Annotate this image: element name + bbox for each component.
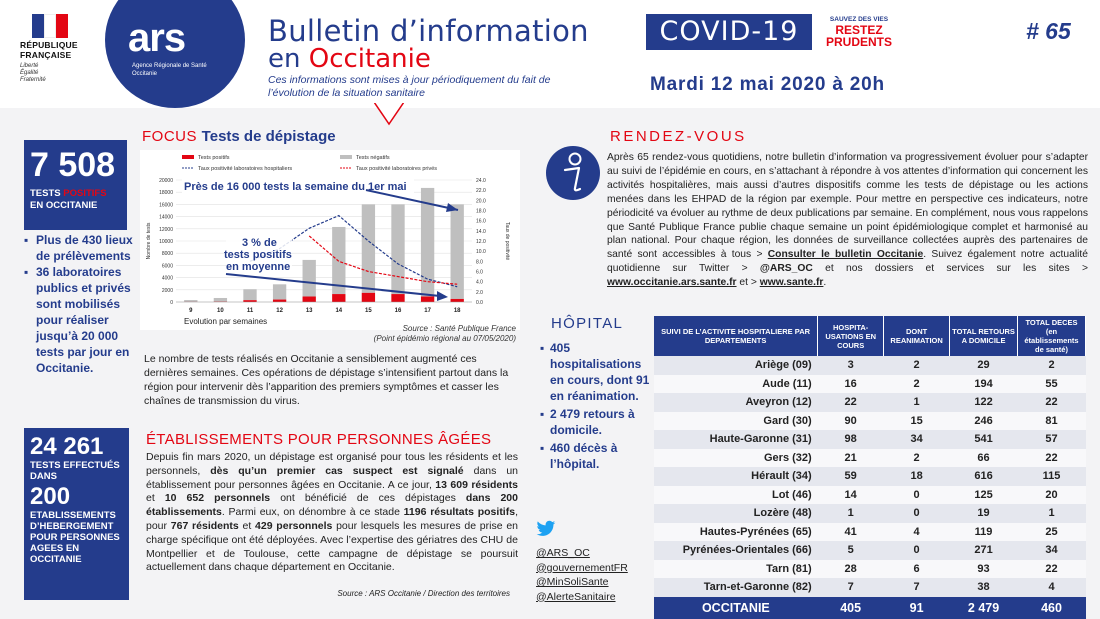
- value-cell: 119: [950, 523, 1018, 542]
- republique-francaise-logo: [18, 10, 108, 102]
- bar-tests-positifs: [451, 299, 464, 302]
- motto-fraternite: Fraternité: [20, 77, 46, 83]
- value-cell: 57: [1018, 430, 1086, 449]
- kpi-value-etablissements: 200: [30, 483, 71, 510]
- value-cell: 2: [884, 375, 950, 394]
- department-cell: Aveyron (12): [654, 393, 818, 412]
- value-cell: 14: [818, 486, 884, 505]
- value-cell: 66: [950, 449, 1018, 468]
- x-tick-label: 11: [246, 308, 254, 314]
- text-run: Depuis fin mars 2020, un dépistage est organisé pour tous les résidents et les personnels,: [146, 451, 518, 477]
- table-total-row: [654, 597, 1086, 619]
- bar-tests-negatifs: [273, 284, 286, 299]
- department-cell: Tarn-et-Garonne (82): [654, 578, 818, 597]
- title-region: Occitanie: [308, 44, 431, 74]
- column-header: DONT REANIMATION: [884, 316, 950, 356]
- ars-logo-subtitle: Agence Régionale de Santé Occitanie: [132, 63, 207, 77]
- value-cell: 0: [884, 486, 950, 505]
- ars-website-link[interactable]: www.occitanie.ars.sante.fr: [607, 277, 737, 289]
- focus-paragraph: Le nombre de tests réalisés en Occitanie a sensiblement augmenté ces dernières semaines. Ces opérations de dépistage s’intensifient partout dans la région pour intervenir dès l’apparition des premiers symptômes et casser les chaînes de transmission du virus.: [144, 353, 509, 407]
- y2-tick-label: 14.0: [476, 228, 486, 235]
- value-cell: 16: [818, 375, 884, 394]
- table-row: [654, 523, 1086, 542]
- text-run-bold: dès qu’un premier cas suspect est signalé: [210, 464, 464, 477]
- title-prefix: en: [268, 44, 309, 74]
- information-icon: [546, 146, 600, 200]
- value-cell: 1: [818, 504, 884, 523]
- bulletin-subtitle: Ces informations sont mises à jour périodiquement du fait de l’évolution de la situation sanitaire: [268, 74, 551, 99]
- ehpad-source: Source : ARS Occitanie / Direction des territoires: [337, 589, 510, 598]
- y2-tick-label: 24.0: [476, 178, 486, 184]
- text-run: .: [823, 277, 827, 289]
- annotation-taux-line-3: en moyenne: [226, 261, 291, 273]
- sauvez-line: SAUVEZ DES VIES: [829, 16, 889, 23]
- department-cell: Tarn (81): [654, 560, 818, 579]
- value-cell: 541: [950, 430, 1018, 449]
- y-tick-label: 18000: [159, 190, 173, 197]
- department-cell: Lozère (48): [654, 504, 818, 523]
- value-cell: 19: [950, 504, 1018, 523]
- annotation2-arrowhead: [437, 291, 448, 301]
- rendez-vous-paragraph: [607, 151, 1088, 290]
- text-run: pour lesquels les mesures de prise en charge spécifique ont été déployées. Avec l’expertise des gériatres des CHU de Montpellier et de Toulouse, cette campagne de dépistage se poursuit actuellement dans chaque département en Occitanie.: [146, 519, 518, 574]
- bar-tests-positifs: [303, 297, 316, 302]
- legend-label: Taux positivité laboratoires privés: [356, 166, 438, 172]
- y-tick-label: 14000: [159, 214, 173, 221]
- legend-label: Taux positivité laboratoires hospitaliers: [198, 166, 293, 172]
- annotation-taux-line-2: tests positifs: [224, 249, 292, 261]
- y2-tick-label: 22.0: [476, 188, 486, 195]
- value-cell: 25: [1018, 523, 1086, 542]
- total-label: OCCITANIE: [654, 597, 818, 619]
- french-flag-icon: [32, 14, 68, 38]
- y2-tick-label: 2.0: [476, 289, 483, 296]
- x-tick-label: 14: [335, 308, 343, 314]
- y-axis-label: Nombre de tests: [146, 222, 152, 260]
- bar-tests-negatifs: [214, 298, 227, 302]
- table-row: [654, 393, 1086, 412]
- y2-tick-label: 4.0: [476, 279, 483, 286]
- bar-tests-negatifs: [184, 300, 197, 302]
- ars-logo: ars: [128, 16, 186, 60]
- kpi-label-pre: TESTS: [30, 188, 64, 199]
- tests-chart: [140, 150, 520, 330]
- y2-tick-label: 20.0: [476, 198, 486, 205]
- x-tick-label: 12: [276, 308, 283, 314]
- value-cell: 122: [950, 393, 1018, 412]
- y-tick-label: 20000: [159, 178, 173, 184]
- value-cell: 4: [1018, 578, 1086, 597]
- chart-source-line-1: Source : Santé Publique France: [402, 324, 516, 333]
- republique-text: [20, 40, 78, 84]
- total-cell: 405: [818, 597, 884, 619]
- kpi-value: 7 508: [30, 146, 116, 184]
- text-run: ont bénéficié de ces dépistages: [270, 492, 466, 505]
- legend-label: Tests positifs: [198, 155, 230, 161]
- column-header: SUIVI DE L’ACTIVITE HOSPITALIERE PAR DEPARTEMENTS: [654, 316, 818, 356]
- legend-swatch: [340, 155, 352, 159]
- total-cell: 2 479: [950, 597, 1018, 619]
- legend-swatch: [182, 155, 194, 159]
- bar-tests-positifs: [391, 294, 404, 302]
- y-tick-label: 0: [170, 300, 173, 306]
- list-item: ▪ 460 décès à l’hôpital.: [540, 440, 652, 472]
- x-tick-label: 15: [365, 308, 372, 314]
- y-tick-label: 4000: [161, 275, 173, 282]
- value-cell: 21: [818, 449, 884, 468]
- text-run: Après 65 rendez-vous quotidiens, notre bulletin d’information va progressivement évoluer pour s’adapter au suivi de l’épidémie en cours, en s’attachant à répondre à vos attentes d’information qui concernent les activités hospitalières, mais aussi d’autres dispositifs comme les tests de dépistage ou les actions menées dans les EHPAD de la région par exemple. Pour mettre en perspective ces indicateurs, notre périodicité va évoluer au rythme de deux publications par semaine. En complément, nous vous rappelons que Santé Publique France publie chaque semaine un point épidémiologique complet et harmonisé au plan national. Pour chaque région, les données de surveillance collectées auprès des partenaires de santé sont accessibles à tous >: [607, 152, 1088, 261]
- value-cell: 55: [1018, 375, 1086, 394]
- focus-title-dark: Tests de dépistage: [201, 128, 336, 145]
- info-i-icon: [546, 146, 600, 200]
- hopital-bullets: [540, 340, 652, 474]
- x-tick-label: 17: [424, 308, 431, 314]
- annotation-tests-semaine: Près de 16 000 tests la semaine du 1er mai: [184, 181, 407, 193]
- focus-title-red: FOCUS: [142, 128, 202, 145]
- y2-axis-label: Taux de positivité: [504, 221, 510, 261]
- x-tick-label: 9: [189, 308, 193, 314]
- bar-tests-negatifs: [362, 204, 375, 292]
- table-row: [654, 430, 1086, 449]
- list-item: ▪ 2 479 retours à domicile.: [540, 406, 652, 438]
- value-cell: 34: [884, 430, 950, 449]
- motto-egalite: Égalité: [20, 70, 39, 76]
- value-cell: 22: [818, 393, 884, 412]
- x-axis-label: Evolution par semaines: [184, 317, 268, 326]
- bar-tests-negatifs: [391, 204, 404, 294]
- kpi-tests-positifs: [24, 140, 127, 230]
- y-tick-label: 6000: [161, 263, 173, 270]
- text-run: . Parmi eux, on dénombre à ce stade: [221, 506, 404, 519]
- column-header: HOSPITA-USATIONS EN COURS: [818, 316, 884, 356]
- restez-line: RESTEZ: [835, 23, 883, 37]
- ehpad-title: ÉTABLISSEMENTS POUR PERSONNES ÂGÉES: [146, 431, 492, 448]
- table-row: [654, 560, 1086, 579]
- table-row: [654, 578, 1086, 597]
- table-row: [654, 504, 1086, 523]
- list-item: ▪ Plus de 430 lieux de prélèvements: [24, 232, 136, 264]
- hospital-activity-table: [654, 316, 1086, 619]
- value-cell: 2: [1018, 356, 1086, 375]
- value-cell: 2: [884, 449, 950, 468]
- bar-tests-negatifs: [243, 289, 256, 300]
- value-cell: 246: [950, 412, 1018, 431]
- twitter-account-link[interactable]: @AlerteSanitaire: [536, 590, 616, 603]
- bulletin-title: Bulletin d’information: [268, 14, 589, 48]
- text-run: et >: [736, 277, 760, 289]
- value-cell: 6: [884, 560, 950, 579]
- table-row: [654, 486, 1086, 505]
- twitter-account-link[interactable]: @MinSoliSante: [536, 576, 609, 588]
- prudents-line: PRUDENTS: [825, 35, 892, 49]
- ehpad-paragraph: [146, 451, 518, 575]
- value-cell: 98: [818, 430, 884, 449]
- y2-tick-label: 16.0: [476, 218, 486, 225]
- text-run: . Suivez également notre actualité quotidienne sur Twitter >: [607, 249, 1088, 275]
- table-body: [654, 356, 1086, 597]
- chart-source: [340, 324, 516, 344]
- covid-badge: COVID-19: [646, 14, 812, 50]
- text-run: dans un établissement pour personnes âgées en Occitanie. A ce jour,: [146, 464, 518, 491]
- text-run-bold: 1196 résultats positifs: [403, 506, 516, 519]
- value-cell: 20: [1018, 486, 1086, 505]
- text-run-bold: 13 609 résidents: [435, 478, 519, 491]
- value-cell: 41: [818, 523, 884, 542]
- annotation-taux-line-1: 3 % de: [242, 237, 277, 249]
- twitter-ars-link[interactable]: @ARS_OC: [759, 263, 813, 275]
- y2-tick-label: 8.0: [476, 259, 483, 266]
- value-cell: 34: [1018, 541, 1086, 560]
- table-row: [654, 449, 1086, 468]
- twitter-account-link[interactable]: @gouvernementFR: [536, 561, 628, 574]
- value-cell: 616: [950, 467, 1018, 486]
- kpi-label-red: POSITIFS: [63, 188, 107, 199]
- table-row: [654, 375, 1086, 394]
- y-tick-label: 12000: [159, 226, 173, 233]
- total-cell: 460: [1018, 597, 1086, 619]
- value-cell: 22: [1018, 449, 1086, 468]
- table-row: [654, 412, 1086, 431]
- kpi-value-tests: 24 261: [30, 433, 104, 460]
- motto-liberte: Liberté: [20, 63, 39, 69]
- y2-tick-label: 12.0: [476, 239, 486, 245]
- y2-tick-label: 18.0: [476, 208, 486, 215]
- y-tick-label: 16000: [159, 202, 173, 209]
- value-cell: 38: [950, 578, 1018, 597]
- text-run: , pour: [146, 506, 518, 532]
- value-cell: 81: [1018, 412, 1086, 431]
- text-run-bold: 10 652 personnels: [164, 492, 271, 505]
- republique-line-1: RÉPUBLIQUE: [20, 40, 78, 50]
- bar-tests-positifs: [362, 293, 375, 302]
- value-cell: 1: [884, 393, 950, 412]
- text-run-bold: 767 résidents: [170, 519, 239, 532]
- value-cell: 125: [950, 486, 1018, 505]
- list-item: ▪ 36 laboratoires publics et privés sont mobilisés pour réaliser jusqu’à 20 000 tests par jour en Occitanie.: [24, 264, 136, 376]
- kpi-label-tests: TESTS EFFECTUÉS DANS: [30, 460, 120, 482]
- value-cell: 7: [818, 578, 884, 597]
- y-tick-label: 8000: [161, 251, 173, 258]
- department-cell: Ariège (09): [654, 356, 818, 375]
- line-taux-prives: [309, 236, 457, 284]
- value-cell: 28: [818, 560, 884, 579]
- department-cell: Hautes-Pyrénées (65): [654, 523, 818, 542]
- speech-pointer-icon: [374, 102, 404, 126]
- text-run: et: [238, 519, 256, 532]
- department-cell: Lot (46): [654, 486, 818, 505]
- y-tick-label: 2000: [161, 287, 173, 294]
- value-cell: 5: [818, 541, 884, 560]
- column-header: TOTAL RETOURS A DOMICILE: [950, 316, 1018, 356]
- value-cell: 4: [884, 523, 950, 542]
- twitter-account-link[interactable]: @ARS_OC: [536, 547, 590, 559]
- x-tick-label: 16: [394, 308, 402, 314]
- value-cell: 115: [1018, 467, 1086, 486]
- value-cell: 271: [950, 541, 1018, 560]
- sante-website-link[interactable]: www.sante.fr: [759, 277, 824, 289]
- value-cell: 22: [1018, 393, 1086, 412]
- value-cell: 7: [884, 578, 950, 597]
- value-cell: 15: [884, 412, 950, 431]
- value-cell: 29: [950, 356, 1018, 375]
- y-tick-label: 10000: [159, 239, 173, 245]
- consulter-bulletin-link[interactable]: Consulter le bulletin Occitanie: [767, 249, 924, 261]
- table-header-row: [654, 316, 1086, 356]
- department-cell: Gers (32): [654, 449, 818, 468]
- kpi-label-etablissements: ETABLISSEMENTS D’HEBERGEMENT POUR PERSONNES AGEES EN OCCITANIE: [30, 510, 120, 565]
- twitter-accounts: [536, 546, 628, 604]
- total-cell: 91: [884, 597, 950, 619]
- value-cell: 22: [1018, 560, 1086, 579]
- bulletin-region-title: [268, 44, 431, 74]
- rendez-vous-title: RENDEZ-VOUS: [610, 128, 747, 145]
- bar-tests-positifs: [332, 294, 345, 302]
- republique-line-2: FRANÇAISE: [20, 50, 72, 60]
- value-cell: 1: [1018, 504, 1086, 523]
- value-cell: 59: [818, 467, 884, 486]
- bar-tests-negatifs: [303, 260, 316, 297]
- y2-tick-label: 0.0: [476, 300, 483, 306]
- restez-prudents-logo: [822, 16, 896, 48]
- department-cell: Aude (11): [654, 375, 818, 394]
- text-run: et nos dossiers et services sur les sites >: [812, 263, 1088, 275]
- value-cell: 0: [884, 541, 950, 560]
- x-tick-label: 10: [217, 308, 224, 314]
- bulletin-date: Mardi 12 mai 2020 à 20h: [650, 74, 885, 95]
- issue-number: # 65: [1026, 18, 1071, 44]
- value-cell: 0: [884, 504, 950, 523]
- table-row: [654, 467, 1086, 486]
- kpi1-bullets: [24, 232, 136, 376]
- department-cell: Pyrénées-Orientales (66): [654, 541, 818, 560]
- table-row: [654, 541, 1086, 560]
- department-cell: Haute-Garonne (31): [654, 430, 818, 449]
- value-cell: 194: [950, 375, 1018, 394]
- department-cell: Gard (30): [654, 412, 818, 431]
- bar-tests-negatifs: [451, 204, 464, 299]
- kpi-label: [30, 188, 121, 212]
- focus-title: [142, 128, 336, 145]
- column-header: TOTAL DECES (en établissements de santé): [1018, 316, 1086, 356]
- text-run: et: [146, 492, 165, 505]
- kpi-tests-ehpad: [24, 428, 129, 600]
- value-cell: 90: [818, 412, 884, 431]
- y2-tick-label: 10.0: [476, 249, 486, 256]
- table-row: [654, 356, 1086, 375]
- y2-tick-label: 6.0: [476, 269, 483, 276]
- legend-label: Tests négatifs: [356, 155, 390, 161]
- value-cell: 2: [884, 356, 950, 375]
- tests-chart-svg: [140, 150, 520, 330]
- value-cell: 93: [950, 560, 1018, 579]
- text-run-bold: dans 200 établissements: [146, 492, 518, 519]
- bar-tests-positifs: [421, 297, 434, 302]
- kpi-label-post: EN OCCITANIE: [30, 200, 98, 211]
- value-cell: 3: [818, 356, 884, 375]
- x-tick-label: 18: [453, 308, 461, 314]
- chart-source-line-2: (Point épidémio régional au 07/05/2020): [373, 334, 516, 343]
- x-tick-label: 13: [305, 308, 313, 314]
- list-item: ▪ 405 hospitalisations en cours, dont 91 en réanimation.: [540, 340, 652, 404]
- bar-tests-positifs: [273, 300, 286, 302]
- hopital-title: HÔPITAL: [551, 315, 624, 332]
- bar-tests-negatifs: [332, 227, 345, 294]
- value-cell: 18: [884, 467, 950, 486]
- twitter-icon: [536, 520, 556, 538]
- text-run-bold: 429 personnels: [255, 519, 333, 532]
- department-cell: Hérault (34): [654, 467, 818, 486]
